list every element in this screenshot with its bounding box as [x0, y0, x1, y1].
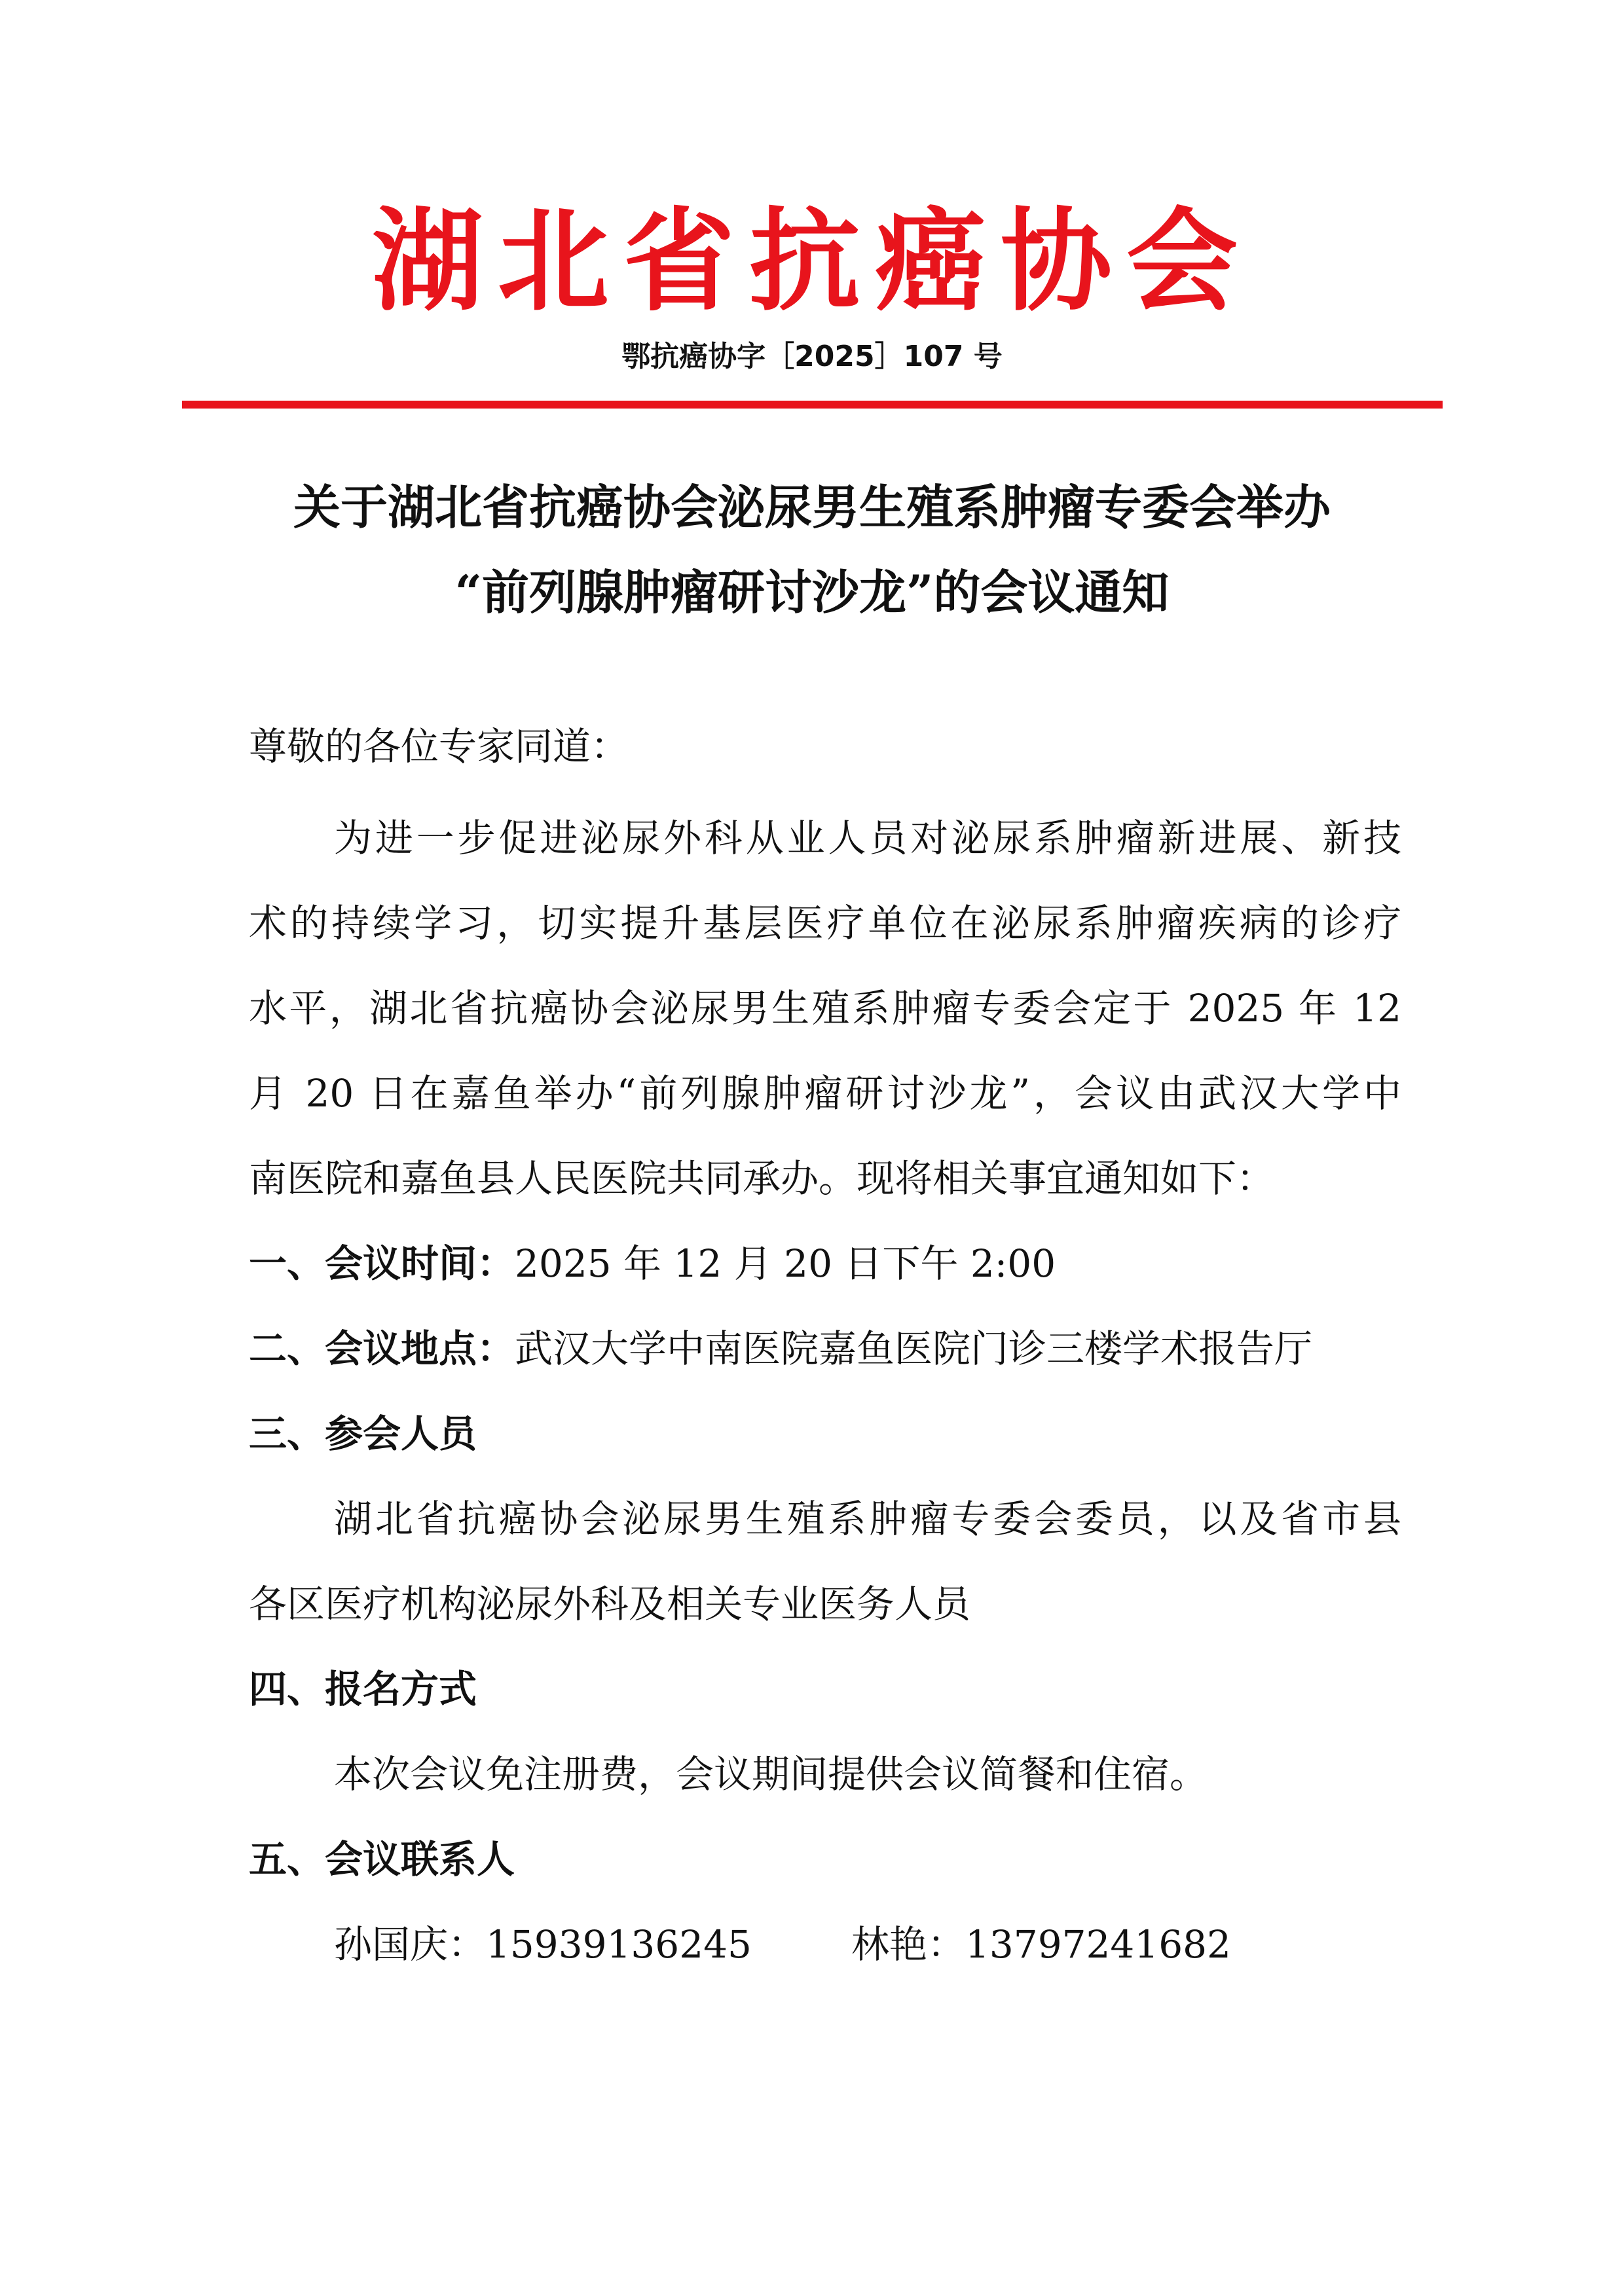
meeting-time: [249, 1231, 1401, 1296]
salutation: 尊敬的各位专家同道：: [249, 724, 629, 769]
meeting-location-value: 武汉大学中南医院嘉鱼医院门诊三楼学术报告厅: [515, 1326, 1313, 1371]
registration-text: 本次会议免注册费，会议期间提供会议简餐和住宿。: [334, 1752, 1208, 1796]
contact-person-1: 孙国庆：15939136245: [334, 1922, 752, 1967]
header-divider: [182, 401, 1443, 409]
contact-person-2: 林艳：13797241682: [851, 1922, 1231, 1967]
document-title-line-1: 关于湖北省抗癌协会泌尿男生殖系肿瘤专委会举办: [293, 479, 1331, 535]
meeting-location-label: 二、会议地点：: [249, 1326, 515, 1371]
intro-line-4: 月 20 日在嘉鱼举办“前列腺肿瘤研讨沙龙”，会议由武汉大学中: [249, 1071, 1401, 1116]
document-title-line-2: “前列腺肿瘤研讨沙龙”的会议通知: [454, 564, 1170, 620]
attendees-line-1: 湖北省抗癌协会泌尿男生殖系肿瘤专委会委员，以及省市县: [334, 1497, 1401, 1541]
meeting-location: [249, 1316, 1401, 1381]
meeting-time-value: 2025 年 12 月 20 日下午 2:00: [515, 1241, 1056, 1286]
contacts-heading: 五、会议联系人: [249, 1837, 515, 1882]
intro-line-1: 为进一步促进泌尿外科从业人员对泌尿系肿瘤新进展、新技: [334, 816, 1401, 860]
meeting-time-label: 一、会议时间：: [249, 1241, 515, 1286]
intro-line-2: 术的持续学习，切实提升基层医疗单位在泌尿系肿瘤疾病的诊疗: [249, 901, 1401, 945]
registration-heading: 四、报名方式: [249, 1667, 477, 1711]
attendees-heading: 三、参会人员: [249, 1412, 477, 1456]
organization-name: 湖北省抗癌协会: [371, 197, 1252, 327]
document-number: 鄂抗癌协字［2025］107 号: [621, 340, 1003, 373]
intro-line-3: 水平，湖北省抗癌协会泌尿男生殖系肿瘤专委会定于 2025 年 12: [249, 986, 1401, 1030]
attendees-line-2: 各区医疗机构泌尿外科及相关专业医务人员: [249, 1582, 971, 1626]
intro-line-5: 南医院和嘉鱼县人民医院共同承办。现将相关事宜通知如下：: [249, 1156, 1275, 1201]
